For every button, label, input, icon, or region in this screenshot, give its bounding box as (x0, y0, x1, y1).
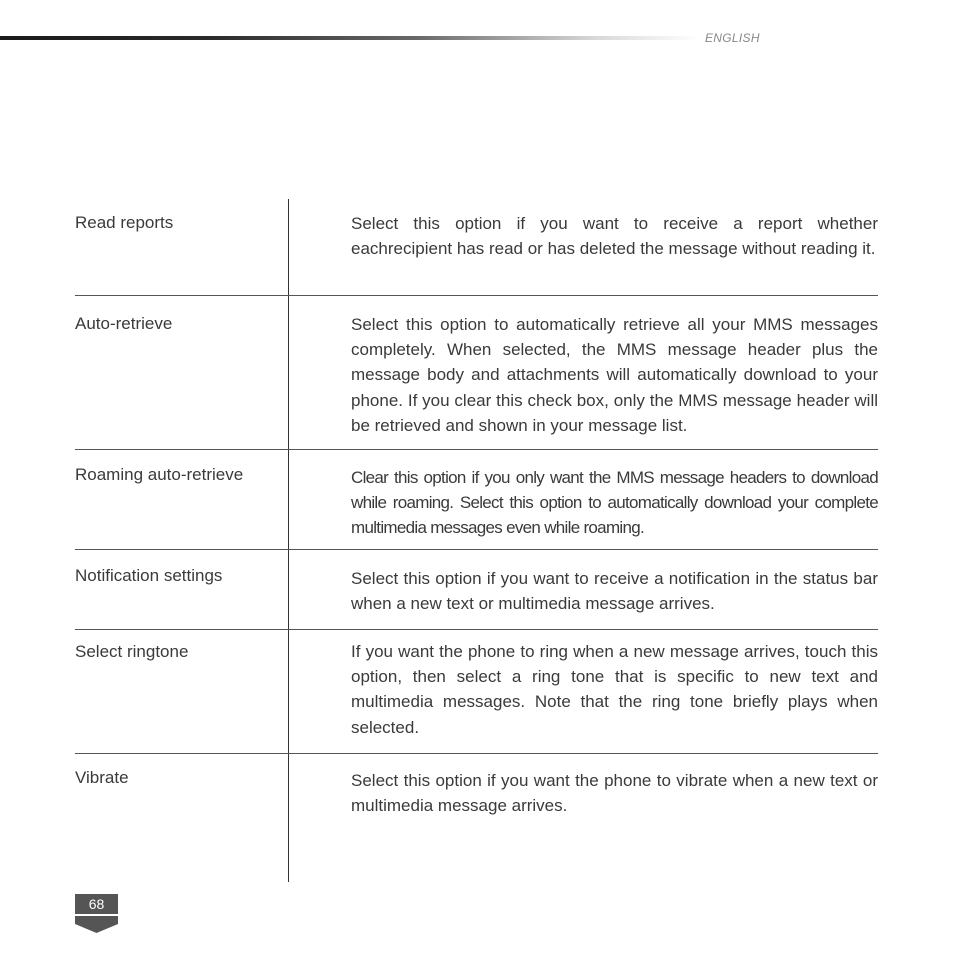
column-divider (288, 199, 289, 882)
desc-auto-retrieve: Select this option to automatically retrieve all your MMS messages completely. When selected, the MMS message header plus the message body and attachments will automatically download to your phone. If you clear this check box, only the MMS message header will be retrieved and shown in your message list. (351, 315, 878, 435)
row-separator (75, 753, 878, 754)
row-separator (75, 549, 878, 550)
row-separator (75, 295, 878, 296)
row-separator (75, 629, 878, 630)
term-auto-retrieve: Auto-retrieve (75, 314, 173, 333)
desc-select-ringtone: If you want the phone to ring when a new message arrives, touch this option, then select a ring tone that is specific to new text and multimedia messages. Note that the ring tone briefly plays when selected. (351, 642, 878, 737)
term-read-reports: Read reports (75, 213, 174, 232)
row-separator (75, 449, 878, 450)
term-notification-settings: Notification settings (75, 566, 223, 585)
desc-roaming-auto-retrieve: Clear this option if you only want the MMS message headers to download while roaming. Select this option to automatically download your complete multimedia messages even while roaming. (351, 468, 878, 538)
desc-vibrate: Select this option if you want the phone to vibrate when a new text or multimedia message arrives. (351, 771, 878, 816)
page-number: 68 (75, 894, 118, 914)
term-roaming-auto-retrieve: Roaming auto-retrieve (75, 465, 244, 484)
term-select-ringtone: Select ringtone (75, 642, 189, 661)
desc-notification-settings: Select this option if you want to receive a notification in the status bar when a new text or multimedia message arrives. (351, 569, 878, 614)
desc-read-reports: Select this option if you want to receive a report whether eachrecipient has read or has deleted the message without reading it. (351, 214, 878, 259)
page-number-tab (75, 894, 118, 938)
language-label: ENGLISH (705, 31, 760, 45)
header-rule (0, 36, 700, 40)
term-vibrate: Vibrate (75, 768, 129, 787)
chevron-down-icon (75, 916, 118, 938)
